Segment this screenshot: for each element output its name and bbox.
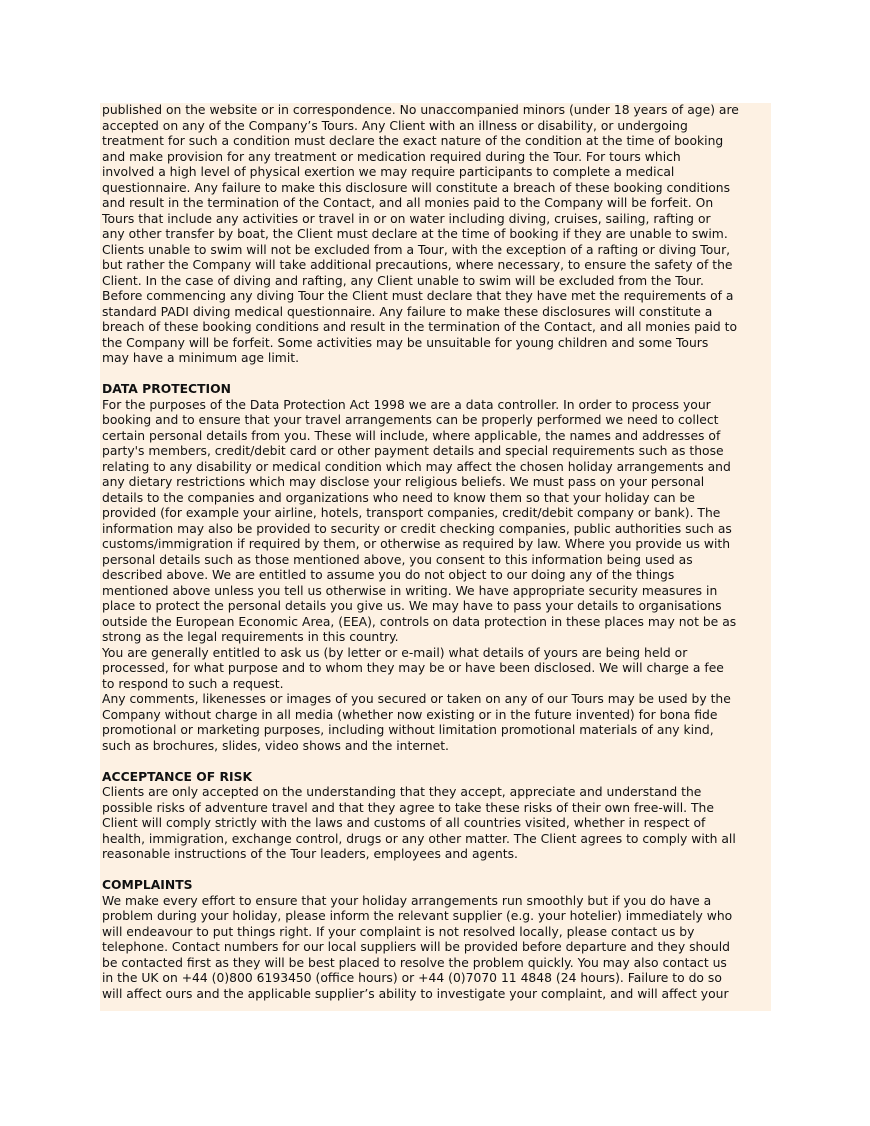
text-line: treatment for such a condition must declare the exact nature of the condition at the time of booking <box>102 134 724 148</box>
text-line: Client will comply strictly with the laws and customs of all countries visited, whether in respect of <box>102 816 706 830</box>
section-heading-data-protection: DATA PROTECTION <box>102 382 231 396</box>
text-line: Clients are only accepted on the understanding that they accept, appreciate and understand the <box>102 785 702 799</box>
text-line: party's members, credit/debit card or other payment details and special requirements such as those <box>102 444 724 458</box>
spacer <box>100 863 771 879</box>
spacer <box>100 367 771 383</box>
text-line: provided (for example your airline, hotels, transport companies, credit/debit company or bank). The <box>102 506 721 520</box>
text-line: Company without charge in all media (whether now existing or in the future invented) for bona fide <box>102 707 718 722</box>
highlighted-text-block <box>100 103 771 1011</box>
text-line: standard PADI diving medical questionnaire. Any failure to make these disclosures will constitute a <box>102 304 713 319</box>
text-line: will endeavour to put things right. If your complaint is not resolved locally, please contact us by <box>102 924 695 939</box>
text-line: place to protect the personal details you give us. We may have to pass your details to organisations <box>102 599 722 613</box>
text-line: accepted on any of the Company’s Tours. Any Client with an illness or disability, or undergoing <box>102 118 688 133</box>
text-line: published on the website or in correspondence. No unaccompanied minors (under 18 years of age) are <box>102 103 739 117</box>
text-line: and result in the termination of the Contact, and all monies paid to the Company will be forfeit. On <box>102 196 714 210</box>
text-line: be contacted first as they will be best placed to resolve the problem quickly. You may also contact us <box>102 955 727 970</box>
text-line: For the purposes of the Data Protection Act 1998 we are a data controller. In order to process your <box>102 397 711 412</box>
text-line: customs/immigration if required by them, or otherwise as required by law. Where you provide us with <box>102 537 731 551</box>
acceptance-of-risk-paragraph <box>100 785 771 863</box>
text-line: You are generally entitled to ask us (by letter or e-mail) what details of yours are being held or <box>102 645 688 660</box>
intro-paragraph <box>100 103 771 367</box>
text-line: certain personal details from you. These will include, where applicable, the names and addresses of <box>102 428 721 443</box>
data-protection-paragraph <box>100 398 771 755</box>
text-line: Before commencing any diving Tour the Client must declare that they have met the requirements of a <box>102 289 734 303</box>
text-line: mentioned above unless you tell us otherwise in writing. We have appropriate security measures in <box>102 583 718 598</box>
text-line: breach of these booking conditions and result in the termination of the Contact, and all monies paid to <box>102 320 738 334</box>
text-line: Any comments, likenesses or images of you secured or taken on any of our Tours may be used by the <box>102 692 731 706</box>
text-line: may have a minimum age limit. <box>102 351 300 365</box>
text-line: We make every effort to ensure that your holiday arrangements run smoothly but if you do have a <box>102 893 712 908</box>
text-line: the Company will be forfeit. Some activities may be unsuitable for young children and some Tours <box>102 335 709 350</box>
text-line: Client. In the case of diving and rafting, any Client unable to swim will be excluded from the Tour. <box>102 273 704 288</box>
text-line: strong as the legal requirements in this country. <box>102 630 399 644</box>
text-line: promotional or marketing purposes, including without limitation promotional materials of any kind, <box>102 723 714 737</box>
text-line: problem during your holiday, please inform the relevant supplier (e.g. your hotelier) immediately who <box>102 909 733 923</box>
text-line: information may also be provided to security or credit checking companies, public authorities such as <box>102 521 732 536</box>
text-line: in the UK on +44 (0)800 6193450 (office hours) or +44 (0)7070 11 4848 (24 hours). Failure to do so <box>102 971 722 985</box>
text-line: telephone. Contact numbers for our local suppliers will be provided before departure and they should <box>102 940 731 954</box>
text-line: outside the European Economic Area, (EEA), controls on data protection in these places may not be as <box>102 614 737 629</box>
text-line: Tours that include any activities or travel in or on water including diving, cruises, sailing, rafting or <box>102 211 711 226</box>
text-line: Clients unable to swim will not be excluded from a Tour, with the exception of a rafting or diving Tour, <box>102 242 731 257</box>
text-line: possible risks of adventure travel and that they agree to take these risks of their own free-will. The <box>102 800 714 815</box>
text-line: any dietary restrictions which may disclose your religious beliefs. We must pass on your personal <box>102 475 705 489</box>
text-line: personal details such as those mentioned above, you consent to this information being used as <box>102 552 693 567</box>
text-line: such as brochures, slides, video shows and the internet. <box>102 738 449 753</box>
section-heading-acceptance-of-risk: ACCEPTANCE OF RISK <box>102 769 253 784</box>
text-line: described above. We are entitled to assume you do not object to our doing any of the things <box>102 568 675 582</box>
text-line: relating to any disability or medical condition which may affect the chosen holiday arrangements and <box>102 459 731 474</box>
text-line: health, immigration, exchange control, drugs or any other matter. The Client agrees to comply with all <box>102 831 736 846</box>
text-line: but rather the Company will take additional precautions, where necessary, to ensure the safety of the <box>102 258 733 272</box>
text-line: questionnaire. Any failure to make this disclosure will constitute a breach of these booking conditions <box>102 180 731 195</box>
text-line: any other transfer by boat, the Client must declare at the time of booking if they are unable to swim. <box>102 227 728 241</box>
text-line: will affect ours and the applicable supplier’s ability to investigate your complaint, and will affect your <box>102 986 729 1001</box>
text-line: reasonable instructions of the Tour leaders, employees and agents. <box>102 847 518 861</box>
complaints-paragraph <box>100 894 771 1003</box>
text-line: involved a high level of physical exertion we may require participants to complete a medical <box>102 165 675 179</box>
text-line: booking and to ensure that your travel arrangements can be properly performed we need to collect <box>102 413 719 427</box>
section-heading-complaints: COMPLAINTS <box>102 878 193 892</box>
text-line: and make provision for any treatment or medication required during the Tour. For tours which <box>102 149 681 164</box>
text-line: details to the companies and organizations who need to know them so that your holiday can be <box>102 490 695 505</box>
spacer <box>100 754 771 770</box>
text-line: processed, for what purpose and to whom they may be or have been disclosed. We will charge a fee <box>102 661 724 675</box>
text-line: to respond to such a request. <box>102 676 284 691</box>
